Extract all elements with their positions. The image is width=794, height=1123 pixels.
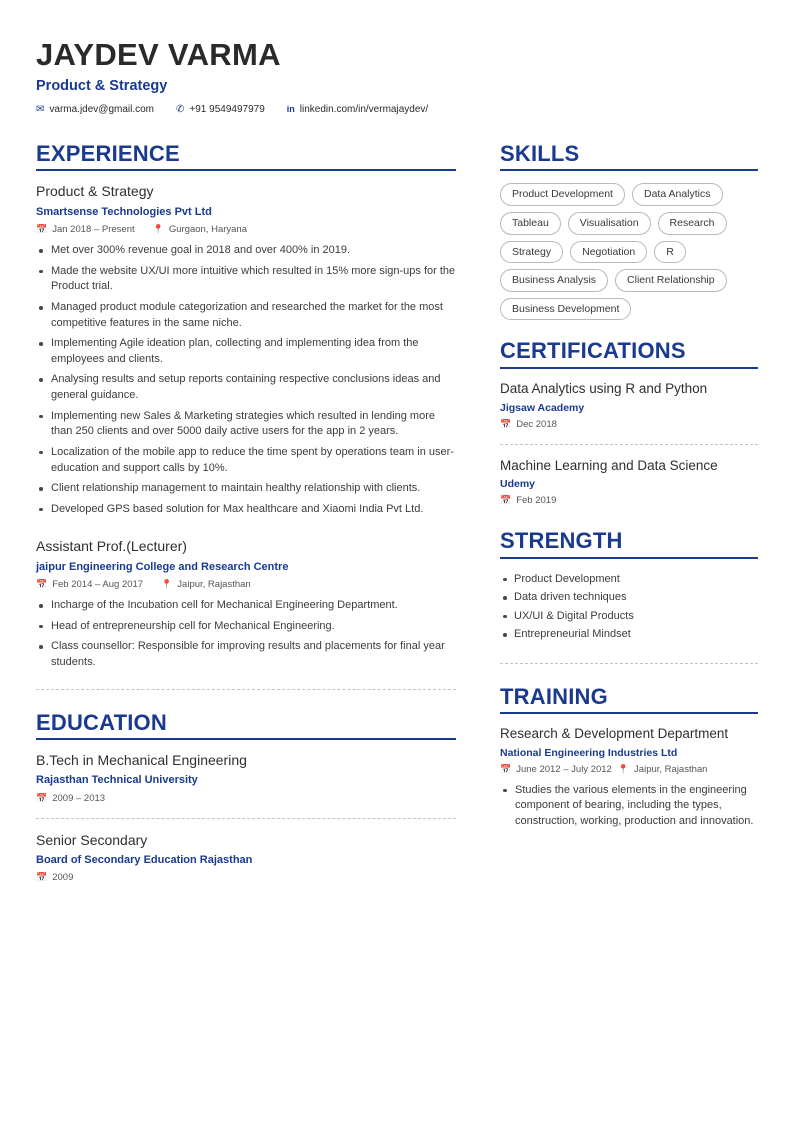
- skill-pill: Product Development: [500, 183, 625, 206]
- contact-linkedin-text: linkedin.com/in/vermajaydev/: [299, 104, 429, 116]
- experience-date: [36, 579, 143, 590]
- experience-org: jaipur Engineering College and Research Centre: [36, 560, 289, 573]
- experience-meta: [36, 579, 456, 590]
- section-divider: [500, 169, 758, 171]
- location-icon: 📍: [161, 579, 173, 590]
- certification-date-text: Dec 2018: [516, 418, 557, 430]
- certification-meta: [500, 495, 758, 506]
- section-separator: [500, 663, 758, 664]
- education-meta: [36, 793, 456, 804]
- experience-org: Smartsense Technologies Pvt Ltd: [36, 205, 212, 218]
- section-education: [36, 710, 456, 884]
- certification-org: Udemy: [500, 478, 536, 491]
- experience-date-text: Feb 2014 – Aug 2017: [52, 579, 144, 591]
- certification-title: Data Analytics using R and Python: [500, 380, 708, 396]
- section-title-education: EDUCATION: [36, 709, 167, 735]
- section-divider: [500, 367, 758, 369]
- education-date-text: 2009 – 2013: [52, 792, 106, 804]
- section-title-skills: SKILLS: [500, 141, 580, 167]
- certification-meta: [500, 419, 758, 430]
- list-item: Data driven techniques: [500, 589, 758, 606]
- contact-email[interactable]: [36, 104, 154, 115]
- education-entry: [36, 832, 456, 884]
- phone-icon: ✆: [176, 103, 185, 115]
- skill-pill: Business Analysis: [500, 269, 608, 292]
- section-skills: [500, 141, 758, 320]
- location-icon: 📍: [617, 763, 630, 774]
- experience-bullets: [36, 243, 456, 517]
- experience-title: Assistant Prof.(Lecturer): [36, 538, 187, 555]
- list-item: UX/UI & Digital Products: [500, 608, 758, 625]
- skill-pill: Client Relationship: [615, 269, 727, 292]
- experience-location: [161, 579, 251, 590]
- section-experience: [36, 141, 456, 670]
- training-meta: [500, 764, 758, 775]
- list-item: Managed product module categorization and researched the market for the most competitive features in the same niche.: [36, 300, 456, 331]
- list-item: Head of entrepreneurship cell for Mechanical Engineering.: [36, 619, 456, 635]
- calendar-icon: 📅: [500, 763, 512, 774]
- education-date-text: 2009: [52, 872, 74, 884]
- education-date: [36, 793, 105, 804]
- certification-org: Jigsaw Academy: [500, 401, 585, 414]
- certification-entry: [500, 381, 758, 430]
- right-column: [500, 141, 758, 835]
- experience-date-text: Jan 2018 – Present: [52, 224, 135, 236]
- section-title-experience: EXPERIENCE: [36, 141, 180, 167]
- resume-header: [36, 38, 758, 115]
- certification-date: [500, 495, 556, 506]
- strength-list: [500, 571, 758, 643]
- contact-list: [36, 104, 758, 115]
- section-training: [500, 684, 758, 830]
- skill-pill: Tableau: [500, 212, 561, 235]
- list-item: Product Development: [500, 571, 758, 588]
- calendar-icon: 📅: [500, 418, 512, 429]
- section-title-strength: STRENGTH: [500, 528, 623, 554]
- education-org: Board of Secondary Education Rajasthan: [36, 854, 253, 867]
- skill-pill: Strategy: [500, 241, 563, 264]
- list-item: Developed GPS based solution for Max healthcare and Xiaomi India Pvt Ltd.: [36, 502, 456, 518]
- certification-entry: [500, 458, 758, 507]
- calendar-icon: 📅: [36, 579, 48, 590]
- training-location-text: Jaipur, Rajasthan: [634, 763, 708, 775]
- list-item: Made the website UX/UI more intuitive which resulted in 15% more sign-ups for the Product trial.: [36, 264, 456, 295]
- section-certifications: [500, 338, 758, 506]
- section-title-training: TRAINING: [500, 683, 608, 709]
- section-title-certifications: CERTIFICATIONS: [500, 338, 686, 364]
- education-date: [36, 872, 73, 883]
- left-column: [36, 141, 456, 891]
- experience-location-text: Jaipur, Rajasthan: [177, 579, 251, 591]
- education-title: Senior Secondary: [36, 831, 148, 848]
- page-title: JAYDEV VARMA: [36, 37, 281, 72]
- skill-pill-list: [500, 183, 758, 320]
- list-item: Incharge of the Incubation cell for Mechanical Engineering Department.: [36, 598, 456, 614]
- contact-linkedin[interactable]: [287, 104, 428, 115]
- skill-pill: Data Analytics: [632, 183, 723, 206]
- location-icon: 📍: [152, 224, 164, 235]
- experience-date: [36, 224, 135, 235]
- list-item: Client relationship management to maintain healthy relationship with clients.: [36, 481, 456, 497]
- calendar-icon: 📅: [36, 792, 48, 803]
- calendar-icon: 📅: [36, 224, 48, 235]
- experience-title: Product & Strategy: [36, 183, 154, 200]
- training-entry: [500, 726, 758, 830]
- contact-phone-text: +91 9549497979: [189, 104, 265, 116]
- skill-pill: Business Development: [500, 298, 631, 321]
- list-item: Class counsellor: Responsible for improving results and placements for final year students.: [36, 639, 456, 670]
- list-item: Studies the various elements in the engineering component of bearing, including the types, construction, working, production and innovation.: [500, 783, 758, 830]
- contact-phone[interactable]: [176, 104, 265, 115]
- skill-pill: Negotiation: [570, 241, 647, 264]
- skill-pill: Research: [658, 212, 727, 235]
- education-entry: [36, 752, 456, 804]
- calendar-icon: 📅: [500, 495, 512, 506]
- list-item: Localization of the mobile app to reduce the time spent by operations team in user-education and support calls by 10%.: [36, 445, 456, 476]
- certification-date-text: Feb 2019: [516, 495, 557, 507]
- training-date: [500, 764, 612, 775]
- section-divider: [500, 557, 758, 559]
- list-item: Implementing new Sales & Marketing strategies which resulted in lending more than 250 clients and over 5000 daily active users for the app in 2 years.: [36, 409, 456, 440]
- skill-pill: R: [654, 241, 686, 264]
- list-item: Analysing results and setup reports containing respective conclusions ideas and general guidance.: [36, 372, 456, 403]
- linkedin-icon: in: [286, 104, 295, 115]
- experience-entry: [36, 538, 456, 670]
- training-location: [618, 764, 708, 775]
- email-icon: ✉: [36, 103, 45, 115]
- experience-meta: [36, 224, 456, 235]
- calendar-icon: 📅: [36, 872, 48, 883]
- education-meta: [36, 872, 456, 883]
- section-divider: [500, 712, 758, 714]
- certification-date: [500, 419, 557, 430]
- experience-location: [153, 224, 247, 235]
- certification-title: Machine Learning and Data Science: [500, 457, 718, 473]
- contact-email-text: varma.jdev@gmail.com: [49, 104, 155, 116]
- section-divider: [36, 738, 456, 740]
- section-strength: [500, 528, 758, 642]
- spacer: [36, 522, 456, 538]
- entry-separator: [36, 818, 456, 819]
- experience-entry: [36, 183, 456, 517]
- list-item: Entrepreneurial Mindset: [500, 626, 758, 643]
- experience-location-text: Gurgaon, Haryana: [168, 224, 248, 236]
- education-title: B.Tech in Mechanical Engineering: [36, 751, 247, 768]
- training-date-text: June 2012 – July 2012: [516, 763, 612, 775]
- skill-pill: Visualisation: [568, 212, 651, 235]
- training-org: National Engineering Industries Ltd: [500, 746, 678, 759]
- entry-separator: [500, 444, 758, 445]
- training-title: Research & Development Department: [500, 726, 729, 741]
- training-bullets: [500, 783, 758, 830]
- section-divider: [36, 169, 456, 171]
- header-role: Product & Strategy: [36, 78, 168, 95]
- education-org: Rajasthan Technical University: [36, 774, 198, 787]
- list-item: Met over 300% revenue goal in 2018 and over 400% in 2019.: [36, 243, 456, 259]
- list-item: Implementing Agile ideation plan, collecting and implementing idea from the employees and clients.: [36, 336, 456, 367]
- experience-bullets: [36, 598, 456, 670]
- section-separator: [36, 689, 456, 690]
